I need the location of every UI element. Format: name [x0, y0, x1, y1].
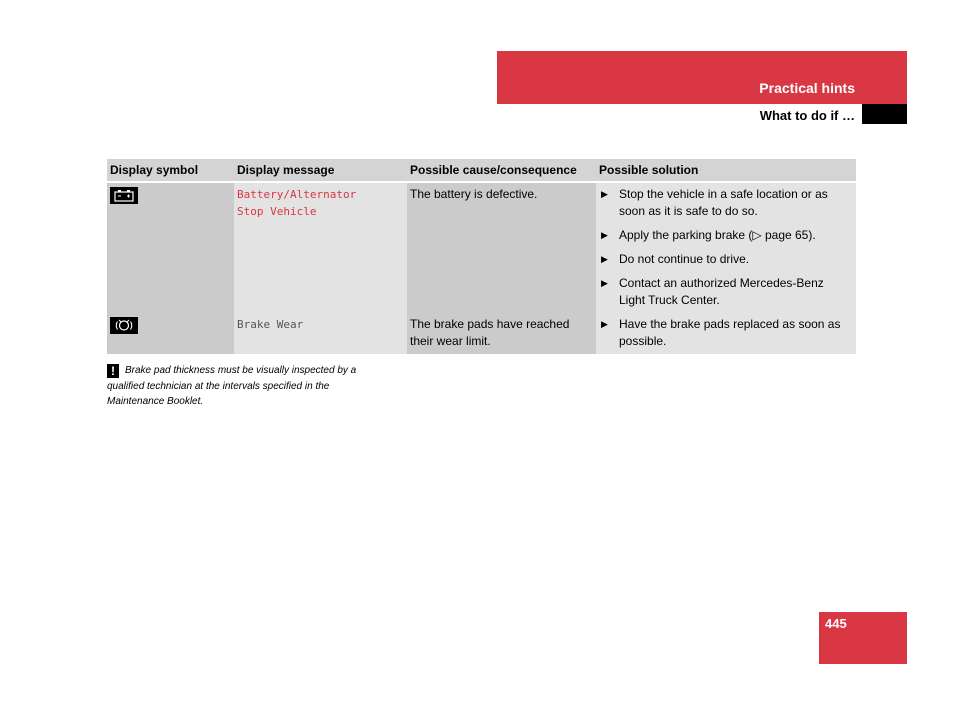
table-row [107, 182, 856, 313]
header-band [497, 51, 907, 104]
display-message-text: Brake Wear [237, 318, 304, 331]
display-message-text: Battery/Alternator [237, 188, 357, 201]
page-number-box [819, 612, 907, 664]
solution-cell [596, 313, 856, 355]
display-symbol-cell [107, 182, 234, 313]
bullet-arrow-icon: ▶ [601, 254, 608, 264]
solution-item: ▶ Contact an authorized Mercedes-Benz Light Truck Center. [601, 276, 824, 307]
display-messages-table [107, 159, 856, 356]
display-message-cell [234, 182, 407, 313]
solution-item: ▶ Have the brake pads replaced as soon as possible. [601, 317, 841, 348]
table-header-row [107, 159, 856, 182]
solution-item: ▶ Do not continue to drive. [601, 252, 750, 266]
table-row [107, 313, 856, 355]
warning-note-text: Brake pad thickness must be visually inspected by a qualified technician at the intervals specified in the Maintenance Booklet. [107, 365, 357, 407]
solution-cell [596, 182, 856, 313]
solution-item: ▶ Stop the vehicle in a safe location or as soon as it is safe to do so. [601, 187, 828, 218]
display-symbol-cell [107, 313, 234, 355]
brake-wear-icon [110, 317, 138, 334]
subsection-title: What to do if … [759, 108, 855, 123]
warning-note [107, 363, 357, 410]
warning-exclamation-icon: ! [107, 364, 119, 378]
battery-icon [110, 187, 138, 204]
column-header: Possible cause/consequence [407, 159, 596, 182]
bullet-arrow-icon: ▶ [601, 319, 608, 329]
page-number: 445 [825, 616, 847, 631]
bullet-arrow-icon: ▶ [601, 189, 608, 199]
display-message-cell [234, 313, 407, 355]
cause-cell: The brake pads have reached their wear limit. [407, 313, 596, 355]
chapter-tab-marker [862, 104, 907, 124]
cause-cell: The battery is defective. [407, 182, 596, 313]
display-message-text: Stop Vehicle [237, 205, 317, 218]
bullet-arrow-icon: ▶ [601, 230, 608, 240]
section-title: Practical hints [759, 80, 855, 96]
column-header: Display message [234, 159, 407, 182]
bullet-arrow-icon: ▶ [601, 278, 608, 288]
column-header: Possible solution [596, 159, 856, 182]
column-header: Display symbol [107, 159, 234, 182]
solution-item: ▶ Apply the parking brake (▷ page 65). [601, 228, 816, 242]
